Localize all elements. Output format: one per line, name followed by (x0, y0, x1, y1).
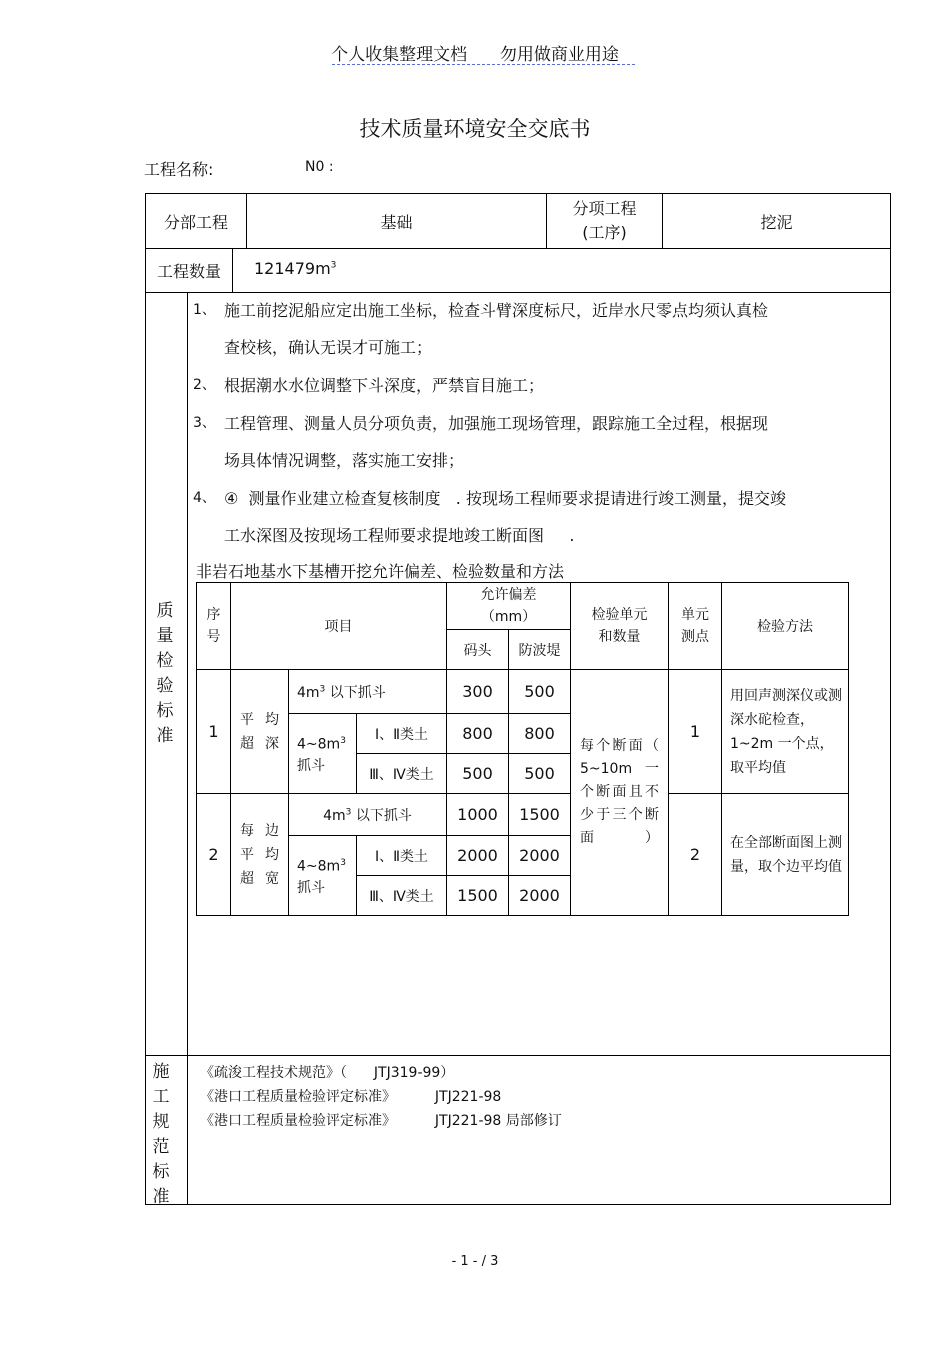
r2-range-text: 4~8m (297, 858, 341, 875)
header-dock: 码头 (447, 630, 509, 670)
sup: 3 (340, 857, 346, 868)
r1-range (289, 714, 357, 794)
r2-below4-suffix: 以下抓斗 (355, 807, 412, 824)
q-char: 检 (156, 651, 174, 671)
spec-2-code: JTJ221-98 (434, 1089, 502, 1105)
r2-class34-dock: 1500 (447, 876, 509, 916)
spec-1-name: 《疏浚工程技术规范》（ (200, 1065, 347, 1081)
r1-below4-suffix: 以下抓斗 (329, 684, 386, 701)
item-2-number: 2、 (193, 377, 216, 393)
header-item: 项目 (231, 583, 447, 670)
r2-name (231, 794, 289, 916)
r1-below4-wave: 500 (509, 670, 571, 714)
s-char: 规 (152, 1112, 170, 1132)
item-4-line1: ④ 测量作业建立检查复核制度 . 按现场工程师要求提请进行竣工测量，提交竣 (224, 489, 786, 508)
unit-count-text: 每个断面（ 5~10m 一个断面且不少于三个断面） (580, 738, 659, 846)
tolerance-table-title: 非岩石地基水下基槽开挖允许偏差、检验数量和方法 (196, 562, 565, 581)
r1-below4-dock: 300 (447, 670, 509, 714)
s-char: 工 (152, 1087, 170, 1107)
header-points (669, 583, 722, 670)
r2-class12-dock: 2000 (447, 836, 509, 876)
item-1-line1: 施工前挖泥船应定出施工坐标，检查斗臂深度标尺，近岸水尺零点均须认真检 (224, 301, 769, 320)
header-wave: 防波堤 (509, 630, 571, 670)
spec-standard-label (151, 1060, 171, 1210)
s-char: 范 (152, 1137, 170, 1157)
r1-seq: 1 (197, 670, 231, 794)
sub-item-label-line2: (工序) (582, 223, 627, 242)
r2-seq: 2 (197, 794, 231, 916)
header-points-text: 单元测点 (681, 607, 709, 645)
r1-below4 (289, 670, 447, 714)
r1-method (722, 670, 849, 794)
header-right: 勿用做商业用途 (499, 45, 619, 65)
r1-class12-dock: 800 (447, 714, 509, 754)
project-name-label: 工程名称: (144, 160, 214, 179)
header-left: 个人收集整理文档 (331, 45, 468, 65)
item-1-number: 1、 (193, 302, 216, 318)
r1-name-text: 平均超深 (240, 711, 279, 752)
item-3-line1: 工程管理、测量人员分项负责，加强施工现场管理，跟踪施工全过程，根据现 (224, 414, 769, 433)
header-tolerance (447, 583, 571, 630)
s-char: 施 (152, 1062, 170, 1082)
header-method: 检验方法 (722, 583, 849, 670)
r2-method-text: 在全部断面图上测量，取个边平均值 (730, 834, 842, 875)
r2-below4-wave: 1500 (509, 794, 571, 836)
r1-class12: Ⅰ、Ⅱ类土 (357, 714, 447, 754)
r1-class34-dock: 500 (447, 754, 509, 794)
sup: 3 (340, 735, 346, 746)
page-header (0, 40, 950, 65)
r1-range-suffix: 抓斗 (297, 758, 325, 775)
r1-method-text: 用回声测深仪或测深水砣检查， 1~2m 一个点，取平均值 (730, 687, 842, 776)
item-2-line1: 根据潮水水位调整下斗深度，严禁盲目施工； (224, 376, 545, 395)
q-char: 验 (156, 676, 174, 696)
r1-name (231, 670, 289, 794)
r1-class12-wave: 800 (509, 714, 571, 754)
r2-class12: Ⅰ、Ⅱ类土 (357, 836, 447, 876)
r2-range-suffix: 抓斗 (297, 880, 325, 897)
item-3-line2: 场具体情况调整，落实施工安排； (224, 451, 465, 470)
s-char: 标 (152, 1162, 170, 1182)
no-label: N0 : (305, 159, 334, 175)
header-tolerance-text: 允许偏差 (480, 587, 537, 603)
q-char: 质 (156, 601, 174, 621)
header-unit (571, 583, 669, 670)
r2-class34: Ⅲ、Ⅳ类土 (357, 876, 447, 916)
quantity-value (254, 259, 336, 278)
r1-range-text: 4~8m (297, 736, 341, 753)
r2-name-text: 每边平均超宽 (240, 822, 279, 887)
document-title: 技术质量环境安全交底书 (359, 117, 591, 141)
spec-2-name: 《港口工程质量检验评定标准》 (200, 1089, 396, 1105)
r1-class34-wave: 500 (509, 754, 571, 794)
unit-count (571, 670, 669, 916)
quantity-unit-sup: 3 (330, 260, 337, 271)
header-tolerance-unit: （mm） (480, 609, 537, 625)
sub-item-value: 挖泥 (760, 212, 793, 232)
header-seq-text: 序号 (206, 607, 221, 645)
spec-3 (200, 1110, 562, 1130)
r2-below4 (289, 794, 447, 836)
spec-2 (200, 1086, 501, 1106)
q-char: 量 (156, 626, 174, 646)
item-1-line2: 查校核，确认无误才可施工； (224, 338, 433, 357)
r1-class34: Ⅲ、Ⅳ类土 (357, 754, 447, 794)
spec-3-code: JTJ221-98 局部修订 (434, 1113, 562, 1129)
q-char: 标 (156, 701, 174, 721)
spec-1 (200, 1062, 454, 1082)
r2-below4-dock: 1000 (447, 794, 509, 836)
r2-method (722, 794, 849, 916)
r1-below4-text: 4m (297, 684, 320, 701)
header-underline (332, 64, 635, 65)
header-unit-text: 检验单元和数量 (591, 607, 648, 645)
r2-points: 2 (669, 794, 722, 916)
r1-points: 1 (669, 670, 722, 794)
quality-standard-label (155, 599, 175, 749)
sup: 3 (319, 683, 326, 694)
item-4-number: 4、 (193, 490, 216, 506)
r2-range (289, 836, 357, 916)
sub-item-label (547, 194, 662, 248)
page-number: - 1 - / 3 (451, 1254, 499, 1269)
sup: 3 (345, 806, 352, 817)
spec-1-code: JTJ319-99） (373, 1065, 455, 1081)
r2-class34-wave: 2000 (509, 876, 571, 916)
header-seq (197, 583, 231, 670)
subsection-value: 基础 (380, 212, 413, 232)
sub-item-label-line1: 分项工程 (572, 199, 637, 218)
q-char: 准 (156, 726, 174, 746)
r2-below4-text: 4m (323, 807, 346, 824)
item-3-number: 3、 (193, 415, 216, 431)
r2-class12-wave: 2000 (509, 836, 571, 876)
spec-3-name: 《港口工程质量检验评定标准》 (200, 1113, 396, 1129)
tolerance-table (196, 582, 849, 916)
subsection-label: 分部工程 (163, 212, 228, 232)
item-4-line2: 工水深图及按现场工程师要求提地竣工断面图 . (224, 526, 575, 545)
quantity-label: 工程数量 (156, 262, 221, 281)
quantity-number: 121479m (254, 259, 331, 278)
s-char: 准 (152, 1187, 170, 1207)
